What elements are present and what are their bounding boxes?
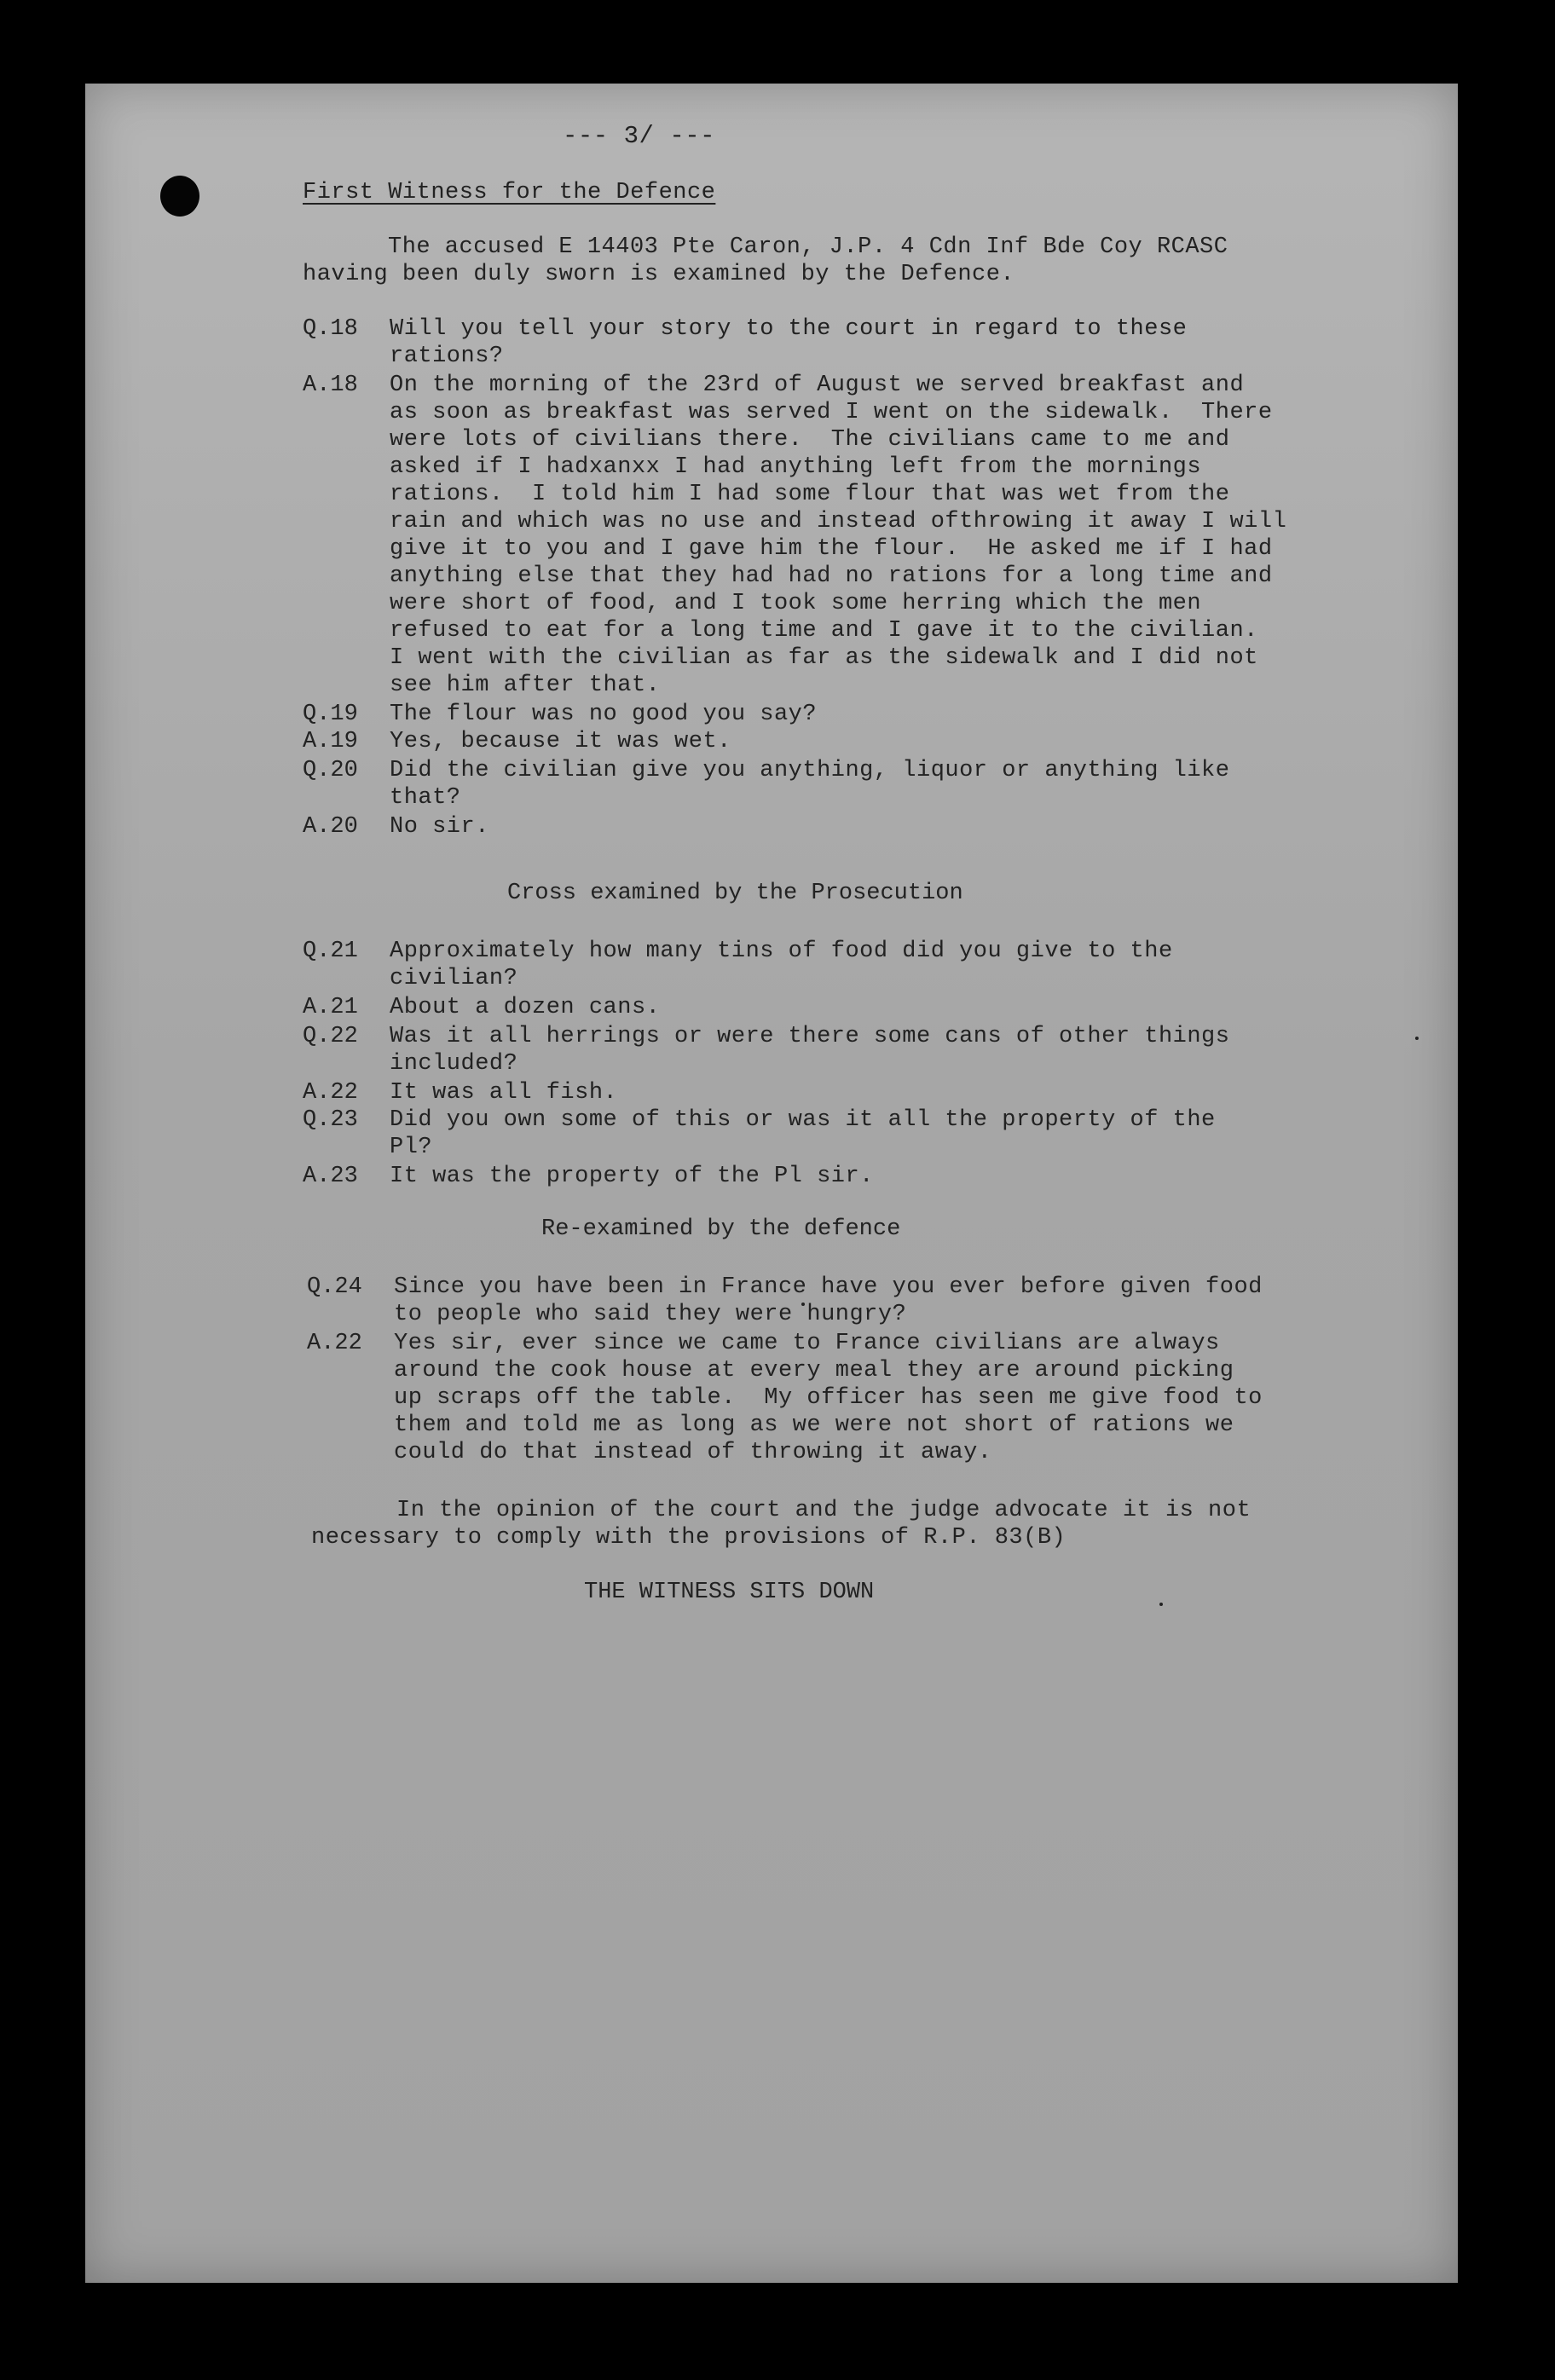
qa-label: Q.18 — [303, 316, 358, 342]
qa-label: Q.23 — [303, 1107, 358, 1133]
qa-line: civilian? — [390, 966, 518, 991]
qa-line: rain and which was no use and instead ofthrowing it away I will — [390, 509, 1287, 534]
qa-line: that? — [390, 785, 461, 811]
qa-label: Q.24 — [307, 1274, 362, 1300]
punch-hole — [160, 176, 199, 217]
qa-line: around the cook house at every meal they are around picking — [394, 1358, 1234, 1384]
qa-line: Was it all herrings or were there some cans of other things — [390, 1024, 1230, 1049]
qa-line: Did the civilian give you anything, liquor or anything like — [390, 758, 1230, 783]
reexamination-heading: Re-examined by the defence — [541, 1216, 901, 1242]
qa-line: The flour was no good you say? — [390, 702, 818, 727]
qa-label: A.21 — [303, 995, 358, 1020]
qa-line: as soon as breakfast was served I went on the sidewalk. There — [390, 400, 1273, 425]
qa-line: were short of food, and I took some herring which the men — [390, 591, 1202, 616]
qa-line: were lots of civilians there. The civilians came to me and — [390, 427, 1230, 453]
qa-label: Q.20 — [303, 758, 358, 783]
witness-sits-down: THE WITNESS SITS DOWN — [584, 1580, 875, 1605]
speck — [1415, 1037, 1419, 1040]
qa-label: A.18 — [303, 373, 358, 398]
page-number: --- 3/ --- — [563, 122, 716, 150]
qa-line: them and told me as long as we were not short of rations we — [394, 1412, 1234, 1438]
qa-line: I went with the civilian as far as the sidewalk and I did not — [390, 645, 1258, 671]
qa-line: About a dozen cans. — [390, 995, 661, 1020]
intro-line-1: The accused E 14403 Pte Caron, J.P. 4 Cdn Inf Bde Coy RCASC — [388, 234, 1228, 260]
qa-line: give it to you and I gave him the flour. He asked me if I had — [390, 536, 1273, 562]
qa-line: Since you have been in France have you ever before given food — [394, 1274, 1263, 1300]
qa-label: Q.21 — [303, 939, 358, 964]
closing-line-2: necessary to comply with the provisions of R.P. 83(B) — [311, 1525, 1067, 1551]
qa-line: included? — [390, 1051, 518, 1077]
qa-label: A.19 — [303, 729, 358, 754]
qa-line: rations? — [390, 344, 504, 369]
document-page — [85, 84, 1458, 2283]
qa-line: Approximately how many tins of food did you give to the — [390, 939, 1173, 964]
qa-line: to people who said they were hungry? — [394, 1302, 907, 1327]
qa-line: It was all fish. — [390, 1080, 618, 1106]
qa-line: It was the property of the Pl sir. — [390, 1164, 874, 1189]
cross-examination-heading: Cross examined by the Prosecution — [507, 881, 963, 906]
qa-line: No sir. — [390, 814, 489, 840]
closing-line-1: In the opinion of the court and the judge advocate it is not — [396, 1498, 1252, 1523]
qa-label: A.23 — [303, 1164, 358, 1189]
qa-line: Yes, because it was wet. — [390, 729, 731, 754]
qa-label: Q.19 — [303, 702, 358, 727]
qa-line: Yes sir, ever since we came to France civilians are always — [394, 1331, 1220, 1356]
intro-line-2: having been duly sworn is examined by the Defence. — [303, 262, 1015, 287]
qa-line: anything else that they had had no rations for a long time and — [390, 563, 1273, 589]
qa-label: A.20 — [303, 814, 358, 840]
qa-line: On the morning of the 23rd of August we served breakfast and — [390, 373, 1245, 398]
qa-line: Will you tell your story to the court in regard to these — [390, 316, 1188, 342]
qa-line: Pl? — [390, 1135, 433, 1160]
qa-line: Did you own some of this or was it all the property of the — [390, 1107, 1216, 1133]
qa-line: asked if I hadxanxx I had anything left from the mornings — [390, 454, 1202, 480]
qa-label: A.22 — [303, 1080, 358, 1106]
section-heading: First Witness for the Defence — [303, 180, 716, 205]
qa-line: see him after that. — [390, 673, 661, 698]
qa-label: A.22 — [307, 1331, 362, 1356]
qa-line: could do that instead of throwing it away. — [394, 1440, 992, 1465]
qa-line: rations. I told him I had some flour that was wet from the — [390, 482, 1230, 507]
speck — [1159, 1603, 1163, 1606]
qa-line: up scraps off the table. My officer has seen me give food to — [394, 1385, 1263, 1411]
qa-line: refused to eat for a long time and I gave it to the civilian. — [390, 618, 1258, 644]
qa-label: Q.22 — [303, 1024, 358, 1049]
